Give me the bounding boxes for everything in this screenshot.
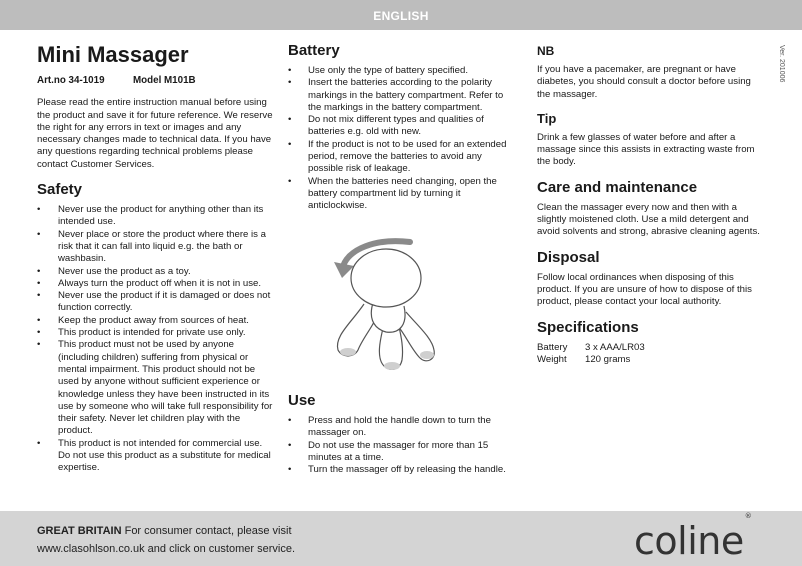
tip-text: Drink a few glasses of water before and after a massage since this assists in extracting waste from the body. — [537, 131, 755, 168]
version-label: Ver. 201006 — [778, 45, 785, 83]
column-middle — [288, 40, 518, 213]
list-item: • Press and hold the handle down to turn the massager on. — [288, 415, 518, 440]
battery-heading: Battery — [288, 42, 340, 59]
list-item: • Always turn the product off when it is not in use. — [37, 278, 275, 290]
specifications-heading: Specifications — [537, 318, 639, 336]
list-item: • This product is intended for private use only. — [37, 327, 275, 339]
use-list — [288, 415, 518, 476]
nb-text: If you have a pacemaker, are pregnant or have diabetes, you should consult a doctor before using the massager. — [537, 64, 751, 100]
list-item: • If the product is not to be used for an extended period, remove the batteries to avoid any possible risk of leakage. — [288, 139, 518, 176]
spec-value: 120 grams — [585, 353, 631, 365]
tip-heading: Tip — [537, 110, 557, 126]
footer-line-2: www.clasohlson.co.uk and click on customer service. — [37, 543, 295, 555]
use-section — [288, 392, 518, 476]
battery-list — [288, 65, 518, 213]
list-item: • Insert the batteries according to the polarity markings in the battery compartment. Refer to the markings in the battery compartment. — [288, 77, 518, 114]
intro-text: Please read the entire instruction manual before using the product and save it for future reference. We reserve the right for any errors in text or images and any necessary changes made to technical data. If you have any questions regarding technical problems please contact Customer Services. — [37, 97, 273, 170]
list-item: • Use only the type of battery specified. — [288, 65, 518, 77]
consumer-contact — [37, 522, 295, 558]
massager-illustration — [328, 226, 448, 376]
list-item: • This product is not intended for commercial use. Do not use this product as a substitute for medical expertise. — [37, 438, 275, 475]
list-item: • When the batteries need changing, open the battery compartment lid by turning it anticlockwise. — [288, 176, 518, 213]
safety-heading: Safety — [37, 181, 83, 199]
list-item: • Never use the product as a toy. — [37, 266, 275, 278]
spec-row — [537, 342, 765, 354]
care-text: Clean the massager every now and then with a slightly moistened cloth. Use a mild detergent and avoid solvents and strong, abrasive cleaning agents. — [537, 201, 760, 238]
list-item: • Never place or store the product where there is a risk that it can fall into liquid e.g. the bath or washbasin. — [37, 229, 275, 266]
safety-list — [37, 204, 275, 475]
column-right — [537, 40, 765, 366]
nb-heading: NB — [537, 44, 555, 58]
footer — [0, 511, 802, 566]
brand-logo — [634, 512, 752, 563]
logo-text: coline — [634, 519, 744, 563]
list-item: • Keep the product away from sources of heat. — [37, 315, 275, 327]
list-item: • Never use the product if it is damaged or does not function correctly. — [37, 290, 275, 315]
registered-mark: ® — [744, 512, 752, 521]
article-info — [37, 75, 275, 87]
spec-label: Weight — [537, 353, 567, 365]
care-heading: Care and maintenance — [537, 178, 698, 196]
spec-value: 3 x AAA/LR03 — [585, 341, 645, 353]
footer-country: GREAT BRITAIN — [37, 525, 122, 537]
page-title: Mini Massager — [37, 42, 189, 67]
model-number: Model M101B — [133, 75, 196, 86]
list-item: • Never use the product for anything other than its intended use. — [37, 204, 275, 229]
language-banner: ENGLISH — [0, 0, 802, 30]
column-left — [37, 40, 275, 475]
article-number: Art.no 34-1019 — [37, 75, 105, 86]
spec-label: Battery — [537, 341, 568, 353]
list-item: • Do not use the massager for more than 15 minutes at a time. — [288, 440, 518, 465]
footer-line-1: For consumer contact, please visit — [124, 525, 292, 537]
use-heading: Use — [288, 392, 316, 409]
spec-row — [537, 354, 765, 366]
list-item: • This product must not be used by anyone (including children) suffering from physical or mental impairment. This product should not be used by anyone without sufficient experience or knowledge unless they have been instructed in its use by someone who will take full responsibility for their safety. Never let children play with the product. — [37, 339, 275, 437]
specifications-table — [537, 342, 765, 367]
list-item: • Turn the massager off by releasing the handle. — [288, 464, 518, 476]
disposal-heading: Disposal — [537, 248, 600, 266]
list-item: • Do not mix different types and qualities of batteries e.g. old with new. — [288, 114, 518, 139]
disposal-text: Follow local ordinances when disposing of this product. If you are unsure of how to dispose of this product, please contact your local authority. — [537, 271, 752, 308]
